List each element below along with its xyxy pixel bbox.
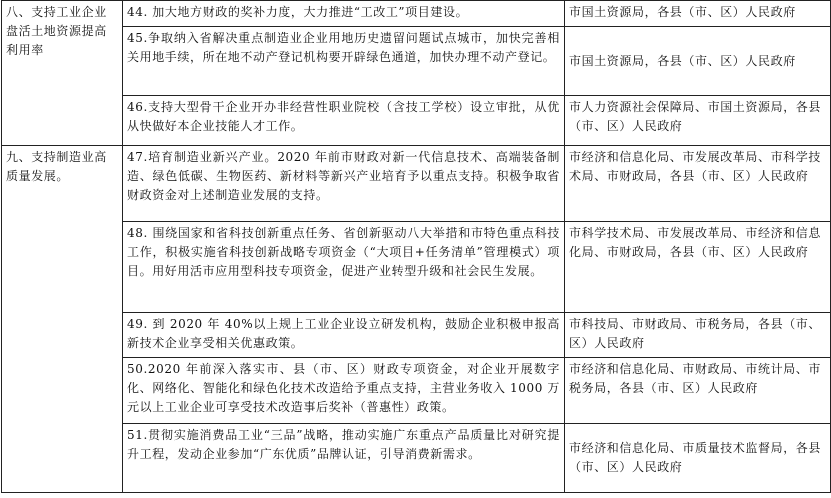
- responsible-cell: 市经济和信息化局、市发展改革局、市科学技术局、市财政局，各县（市、区）人民政府: [565, 146, 831, 222]
- task-cell: 50.2020 年前深入落实市、县（市、区）财政专项资金，对企业开展数字化、网络化、智能化和绿色化技术改造给予重点支持，主营业务收入 1000 万元以上工业企业可享受技术改造事后奖补（普惠性）政策。: [123, 358, 565, 424]
- task-cell: 48. 围绕国家和省科技创新重点任务、省创新驱动八大举措和市特色重点科技工作，积极实施省科技创新战略专项资金（“大项目+任务清单”管理模式）项目。用好用活市应用型科技专项资金，促进产业转型升级和社会民生发展。: [123, 222, 565, 313]
- responsible-cell: 市经济和信息化局、市财政局、市统计局、市税务局，各县（市、区）人民政府: [565, 358, 831, 424]
- task-cell: 45.争取纳入省解决重点制造业企业用地历史遗留问题试点城市，加快完善相关用地手续，所在地不动产登记机构要开辟绿色通道，加快办理不动产登记。: [123, 27, 565, 96]
- task-cell: 51.贯彻实施消费品工业“三品”战略，推动实施广东重点产品质量比对研究提升工程，发动企业参加“广东优质”品牌认证，引导消费新需求。: [123, 424, 565, 493]
- responsible-cell: 市经济和信息化局、市质量技术监督局，各县（市、区）人民政府: [565, 424, 831, 493]
- table-row: [2, 358, 831, 424]
- table-row: [2, 1, 831, 27]
- responsible-cell: 市科技局、市财政局、市税务局，各县（市、区）人民政府: [565, 313, 831, 358]
- policy-task-table: [1, 0, 831, 493]
- responsible-cell: 市人力资源社会保障局、市国土资源局，各县（市、区）人民政府: [565, 96, 831, 146]
- category-cell: 八、支持工业企业盘活土地资源提高利用率: [2, 1, 123, 146]
- table-row: [2, 222, 831, 313]
- table-row: [2, 96, 831, 146]
- task-cell: 47.培育制造业新兴产业。2020 年前市财政对新一代信息技术、高端装备制造、绿色低碳、生物医药、新材料等新兴产业培育予以重点支持。积极争取省财政资金对上述制造业发展的支持。: [123, 146, 565, 222]
- table-row: [2, 424, 831, 493]
- table-row: [2, 146, 831, 222]
- table-row: [2, 27, 831, 96]
- responsible-cell: 市国土资源局，各县（市、区）人民政府: [565, 1, 831, 27]
- task-cell: 44. 加大地方财政的奖补力度，大力推进“工改工”项目建设。: [123, 1, 565, 27]
- category-cell: 九、支持制造业高质量发展。: [2, 146, 123, 493]
- responsible-cell: 市国土资源局，各县（市、区）人民政府: [565, 27, 831, 96]
- responsible-cell: 市科学技术局、市发展改革局、市经济和信息化局、市财政局，各县（市、区）人民政府: [565, 222, 831, 313]
- task-cell: 46.支持大型骨干企业开办非经营性职业院校（含技工学校）设立审批，从优从快做好本企业技能人才工作。: [123, 96, 565, 146]
- table-row: [2, 313, 831, 358]
- task-cell: 49. 到 2020 年 40%以上规上工业企业设立研发机构，鼓励企业积极申报高新技术企业享受相关优惠政策。: [123, 313, 565, 358]
